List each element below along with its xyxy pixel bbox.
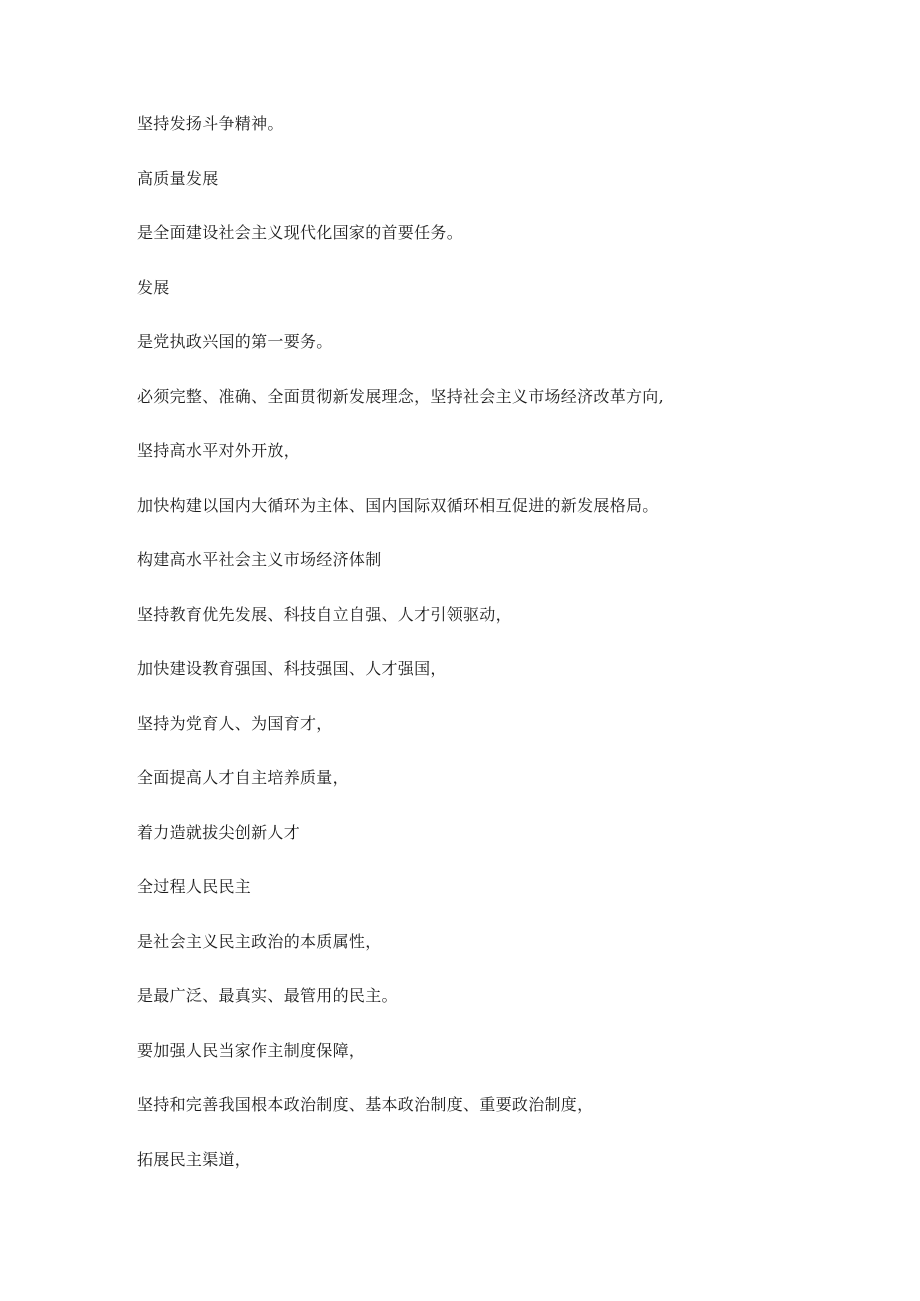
text-line: 全过程人民民主 — [137, 877, 252, 896]
text-line: 是全面建设社会主义现代化国家的首要任务。 — [137, 223, 464, 242]
text-line: 发展 — [137, 277, 170, 297]
text-line: 是党执政兴国的第一要务。 — [137, 332, 333, 351]
text-line: 要加强人民当家作主制度保障， — [137, 1040, 366, 1060]
text-line: 坚持高水平对外开放， — [137, 441, 301, 460]
text-line: 是最广泛、最真实、最管用的民主。 — [137, 986, 398, 1005]
text-line: 坚持教育优先发展、科技自立自强、人才引领驱动， — [137, 604, 512, 624]
text-line: 坚持和完善我国根本政治制度、基本政治制度、重要政治制度， — [137, 1095, 594, 1114]
text-line: 必须完整、准确、全面贯彻新发展理念，坚持社会主义市场经济改革方向, — [137, 386, 664, 406]
text-line: 构建高水平社会主义市场经济体制 — [137, 550, 382, 569]
text-line: 加快建设教育强国、科技强国、人才强国， — [137, 659, 447, 678]
text-line: 着力造就拔尖创新人才 — [137, 822, 301, 842]
text-line: 全面提高人才自主培养质量， — [137, 768, 349, 787]
text-line: 加快构建以国内大循环为主体、国内国际双循环相互促进的新发展格局。 — [137, 495, 659, 515]
text-lines — [137, 107, 857, 1197]
text-line: 是社会主义民主政治的本质属性， — [137, 931, 382, 951]
text-line: 坚持为党育人、为国育才， — [137, 713, 333, 733]
text-line: 坚持发扬斗争精神。 — [137, 114, 284, 133]
text-line: 高质量发展 — [137, 168, 219, 188]
text-line: 拓展民主渠道， — [137, 1149, 252, 1169]
